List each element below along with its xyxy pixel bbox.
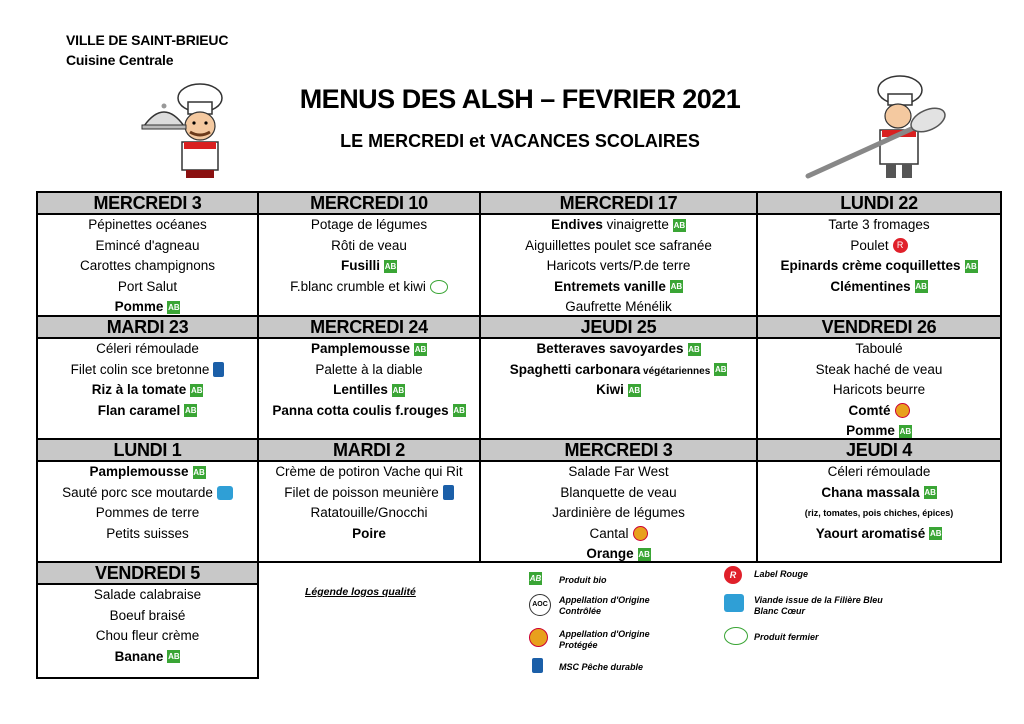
menu-item: Steak haché de veau xyxy=(815,361,943,377)
menu-grid xyxy=(36,191,1002,563)
menu-items xyxy=(38,585,257,667)
day-header: LUNDI 22 xyxy=(758,193,1000,215)
day-cell xyxy=(259,440,481,561)
menu-item: Yaourt aromatisé AB xyxy=(815,525,942,541)
chef-spoon-illustration xyxy=(800,68,950,183)
menu-item: Potage de légumes xyxy=(310,217,428,232)
menu-item: Clémentines AB xyxy=(830,278,927,294)
label-rouge-icon: R xyxy=(724,566,742,584)
menu-item: Poire xyxy=(352,525,386,541)
menu-item: Pamplemousse AB xyxy=(89,464,205,479)
day-cell xyxy=(758,440,1000,561)
menu-item: Petits suisses xyxy=(106,525,189,541)
legend-aop: Appellation d'Origine Protégée xyxy=(529,628,729,654)
aop-logo-icon xyxy=(633,526,648,541)
menu-item: Filet colin sce bretonne xyxy=(38,360,257,381)
menu-items xyxy=(758,215,1000,297)
menu-item: Cantal xyxy=(481,524,756,545)
legend-label-rouge: R Label Rouge xyxy=(724,566,924,586)
menu-item: Blanquette de veau xyxy=(560,484,677,500)
menu-item: Haricots verts/P.de terre xyxy=(546,258,691,273)
bio-logo-icon: AB xyxy=(184,406,197,416)
day-header: MERCREDI 3 xyxy=(38,193,257,215)
legend-bleu-blanc-coeur: Viande issue de la Filière Bleu Blanc Cœur xyxy=(724,594,934,620)
day-cell xyxy=(38,440,259,561)
menu-item: Haricots beurre xyxy=(832,382,926,397)
bio-logo-icon: AB xyxy=(638,549,650,559)
day-header: MARDI 2 xyxy=(259,440,479,462)
bio-logo-icon: AB xyxy=(915,282,927,292)
menu-items xyxy=(758,339,1000,442)
org-department: Cuisine Centrale xyxy=(66,52,174,68)
menu-item: Spaghetti carbonara végétariennes AB xyxy=(509,361,727,377)
bio-logo-icon: AB xyxy=(673,220,686,230)
bio-logo-icon: AB xyxy=(453,406,465,416)
menu-item: (riz, tomates, pois chiches, épices) xyxy=(804,508,954,518)
menu-item: Banane AB xyxy=(114,648,180,664)
menu-items xyxy=(38,462,257,544)
menu-item: Tarte 3 fromages xyxy=(828,217,930,232)
menu-item: Emincé d'agneau xyxy=(95,237,200,253)
menu-item: Panna cotta coulis f.rouges AB xyxy=(272,402,465,418)
menu-item: Riz à la tomate AB xyxy=(91,382,203,397)
legend-farm: Produit fermier xyxy=(724,627,924,647)
menu-item: Palette à la diable xyxy=(315,361,423,377)
bio-logo-icon: AB xyxy=(193,467,205,477)
bio-logo-icon: AB xyxy=(924,488,936,498)
menu-item: Orange AB xyxy=(586,546,650,561)
page-subtitle: LE MERCREDI et VACANCES SCOLAIRES xyxy=(340,131,700,151)
day-cell xyxy=(481,440,758,561)
menu-item: Taboulé xyxy=(855,341,903,356)
menu-items xyxy=(38,339,257,421)
menu-item: Carottes champignons xyxy=(79,258,216,273)
bio-logo-icon: AB xyxy=(715,365,727,375)
menu-item: Jardinière de légumes xyxy=(552,505,685,520)
day-header: VENDREDI 5 xyxy=(38,563,257,585)
msc-logo-icon xyxy=(443,485,454,500)
menu-items xyxy=(481,215,756,318)
menu-item: Port Salut xyxy=(117,278,178,294)
menu-item: Filet de poisson meunière xyxy=(259,483,479,504)
day-header: VENDREDI 26 xyxy=(758,317,1000,339)
menu-item: Gaufrette Ménélik xyxy=(565,299,672,314)
day-header: MERCREDI 24 xyxy=(259,317,479,339)
menu-item: Pépinettes océanes xyxy=(88,217,207,232)
menu-item: Chou fleur crème xyxy=(95,628,200,643)
bio-logo-icon: AB xyxy=(529,574,542,583)
menu-item: Kiwi AB xyxy=(596,382,641,397)
farm-product-icon xyxy=(430,280,448,294)
bio-logo-icon: AB xyxy=(168,302,180,312)
menu-item: Crème de potiron Vache qui Rit xyxy=(275,464,463,479)
menu-item: Salade calabraise xyxy=(93,587,202,602)
bio-logo-icon: AB xyxy=(670,282,683,292)
menu-item: F.blanc crumble et kiwi xyxy=(259,277,479,298)
day-header: JEUDI 4 xyxy=(758,440,1000,462)
day-cell xyxy=(758,193,1000,317)
bio-logo-icon: AB xyxy=(414,344,427,354)
menu-item: Ratatouille/Gnocchi xyxy=(310,505,428,520)
menu-item: Entremets vanille AB xyxy=(554,278,683,294)
menu-item: Pomme AB xyxy=(114,299,180,314)
day-cell xyxy=(38,317,259,440)
day-header: MERCREDI 10 xyxy=(259,193,479,215)
menu-item: Fusilli AB xyxy=(340,258,397,273)
page-title: MENUS DES ALSH – FEVRIER 2021 xyxy=(299,84,741,114)
bleu-blanc-coeur-icon xyxy=(217,486,233,500)
menu-item: Pamplemousse AB xyxy=(310,341,427,356)
menu-item: Endives vinaigrette AB xyxy=(551,217,686,232)
menu-item: Rôti de veau xyxy=(331,237,407,253)
day-header: MERCREDI 17 xyxy=(481,193,756,215)
menu-items xyxy=(758,462,1000,544)
day-header: MERCREDI 3 xyxy=(481,440,756,462)
aoc-logo-icon: AOC xyxy=(529,594,551,616)
day-header: JEUDI 25 xyxy=(481,317,756,339)
farm-product-icon xyxy=(724,627,748,645)
bio-logo-icon: AB xyxy=(384,261,397,271)
chef-cloche-illustration xyxy=(138,78,238,180)
menu-items xyxy=(259,339,479,421)
menu-item: Pomme AB xyxy=(846,423,912,438)
day-header: MARDI 23 xyxy=(38,317,257,339)
menu-item: Comté xyxy=(758,401,1000,422)
aop-logo-icon xyxy=(895,403,910,418)
bio-logo-icon: AB xyxy=(628,385,641,395)
menu-item: Poulet R xyxy=(758,236,1000,257)
msc-logo-icon xyxy=(213,362,224,377)
legend-msc: MSC Pêche durable xyxy=(529,658,729,674)
menu-item: Epinards crème coquillettes AB xyxy=(780,258,977,273)
day-header: LUNDI 1 xyxy=(38,440,257,462)
menu-item: Céleri rémoulade xyxy=(827,464,931,479)
bio-logo-icon: AB xyxy=(392,385,405,395)
day-cell xyxy=(38,193,259,317)
day-cell xyxy=(481,317,758,440)
day-cell xyxy=(259,317,481,440)
menu-item: Lentilles AB xyxy=(333,382,405,397)
bio-logo-icon: AB xyxy=(965,261,977,271)
bio-logo-icon: AB xyxy=(190,385,203,395)
bio-logo-icon: AB xyxy=(688,344,700,354)
day-cell xyxy=(259,193,481,317)
bio-logo-icon: AB xyxy=(899,426,912,436)
menu-items xyxy=(259,215,479,297)
menu-item: Céleri rémoulade xyxy=(96,341,199,356)
bio-logo-icon: AB xyxy=(168,652,180,662)
day-cell xyxy=(481,193,758,317)
bleu-blanc-coeur-icon xyxy=(724,594,744,612)
day-cell-vendredi-5 xyxy=(36,561,259,679)
org-city: VILLE DE SAINT-BRIEUC xyxy=(66,32,229,48)
menu-item: Boeuf braisé xyxy=(109,607,186,623)
day-cell xyxy=(758,317,1000,440)
aop-logo-icon xyxy=(529,628,548,647)
menu-item: Pommes de terre xyxy=(95,505,200,520)
bio-logo-icon: AB xyxy=(929,529,942,539)
label-rouge-icon: R xyxy=(893,238,908,253)
legend-bio: AB Produit bio xyxy=(529,574,607,585)
menu-items xyxy=(481,339,756,401)
menu-items xyxy=(481,462,756,565)
organization-block xyxy=(66,30,228,70)
menu-items xyxy=(259,462,479,544)
legend-title: Légende logos qualité xyxy=(305,586,416,598)
menu-item: Salade Far West xyxy=(568,464,669,479)
menu-item: Betteraves savoyardes AB xyxy=(536,341,700,356)
legend-aoc: AOC Appellation d'Origine Contrôlée xyxy=(529,594,729,620)
menu-item: Flan caramel AB xyxy=(97,402,197,418)
menu-item: Aiguillettes poulet sce safranée xyxy=(525,237,712,253)
menu-item: Sauté porc sce moutarde xyxy=(38,483,257,504)
msc-logo-icon xyxy=(532,658,543,673)
menu-item: Chana massala AB xyxy=(821,484,936,500)
menu-items xyxy=(38,215,257,318)
